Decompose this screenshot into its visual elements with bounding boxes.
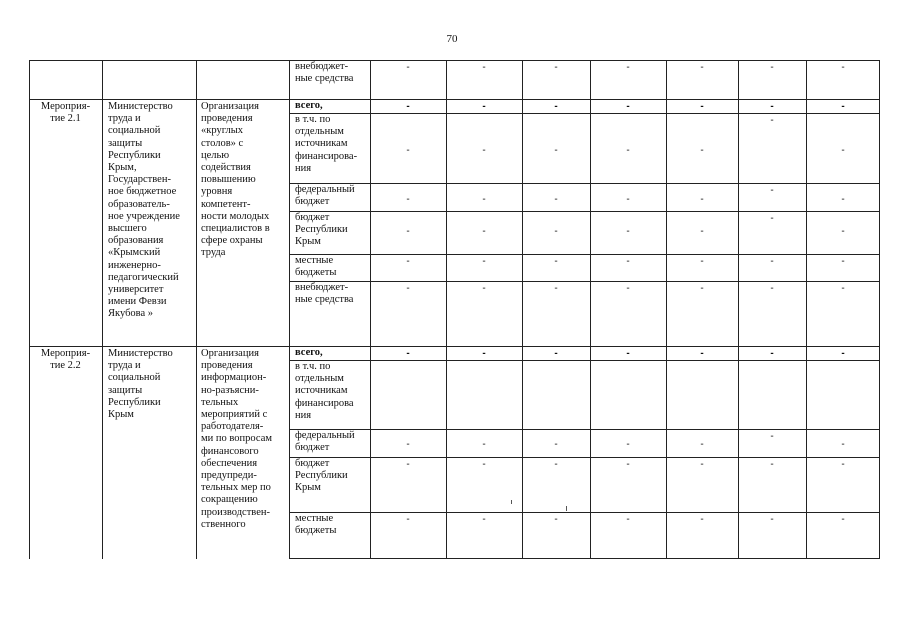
value-cell-dash: -: [841, 514, 845, 525]
value-cell-dash: -: [406, 194, 410, 205]
value-cell-dash: -: [482, 62, 486, 73]
funding-source-label: всего,: [295, 347, 323, 358]
value-cell-dash: -: [770, 459, 774, 470]
group-rule: [29, 99, 880, 100]
value-cell-dash: -: [770, 283, 774, 294]
funding-source-label: в т.ч. по отдельным источникам финансирова ния: [295, 361, 354, 421]
value-cell-dash: -: [554, 145, 558, 156]
page-number: 70: [446, 33, 458, 45]
executor-cell: Министерство труда и социальной защиты Республики Крым: [108, 348, 173, 421]
value-cell-dash: -: [626, 256, 630, 267]
value-cell-dash: -: [406, 226, 410, 237]
value-cell-dash: -: [770, 256, 774, 267]
value-cell-dash: -: [700, 226, 704, 237]
value-cell-dash: -: [626, 439, 630, 450]
source-row-rule: [289, 429, 880, 430]
value-cell-dash: -: [482, 256, 486, 267]
value-cell-dash: -: [482, 226, 486, 237]
description-cell: Организация проведения информацион- но-разъясни- тельных мероприятий с работодателя- ми по вопросам финансового обеспечения предупреди- тельных мер по сокращению производствен- ственного: [201, 348, 272, 530]
group-rule: [29, 346, 880, 347]
value-cell-dash: -: [841, 439, 845, 450]
column-rule: [196, 60, 197, 559]
value-cell-dash: -: [700, 194, 704, 205]
table-top-rule: [29, 60, 880, 61]
funding-source-label: внебюджет- ные средства: [295, 282, 354, 306]
column-rule: [102, 60, 103, 559]
value-cell-dash: -: [700, 459, 704, 470]
description-cell: Организация проведения «круглых столов» с целью содействия повышению уровня компетент- ности молодых специалистов в сфере охраны труда: [201, 101, 270, 259]
value-cell-dash: -: [626, 283, 630, 294]
column-rule: [29, 60, 30, 559]
value-cell-dash: -: [482, 145, 486, 156]
funding-source-label: федеральный бюджет: [295, 184, 355, 208]
value-cell-dash: -: [406, 62, 410, 73]
value-cell-dash: -: [482, 283, 486, 294]
value-cell-dash: -: [554, 439, 558, 450]
value-cell-dash: -: [841, 62, 845, 73]
value-cell-dash: -: [626, 226, 630, 237]
column-rule: [666, 60, 667, 559]
value-cell-dash: -: [554, 101, 558, 112]
funding-source-label: местные бюджеты: [295, 255, 337, 279]
funding-source-label: внебюджет- ные средства: [295, 61, 354, 85]
executor-cell: Министерство труда и социальной защиты Республики Крым, Государствен- ное бюджетное образователь- ное учреждение высшего образования «Крымский инженерно- педагогический университет имени Февзи Якубова »: [108, 101, 180, 320]
value-cell-dash: -: [700, 348, 704, 359]
value-cell-dash: -: [554, 256, 558, 267]
value-cell-dash: -: [482, 514, 486, 525]
value-cell-dash: -: [770, 185, 774, 196]
value-cell-dash: -: [482, 459, 486, 470]
source-row-rule: [289, 254, 880, 255]
value-cell-dash: -: [406, 256, 410, 267]
value-cell-dash: -: [482, 194, 486, 205]
value-cell-dash: -: [554, 226, 558, 237]
value-cell-dash: -: [841, 101, 845, 112]
column-rule: [806, 60, 807, 559]
value-cell-dash: -: [554, 459, 558, 470]
value-cell-dash: -: [406, 283, 410, 294]
value-cell-dash: -: [406, 348, 410, 359]
value-cell-dash: -: [626, 459, 630, 470]
value-cell-dash: -: [626, 145, 630, 156]
value-cell-dash: -: [406, 101, 410, 112]
value-cell-dash: -: [770, 431, 774, 442]
value-cell-dash: -: [841, 145, 845, 156]
value-cell-dash: -: [406, 439, 410, 450]
funding-source-label: бюджет Республики Крым: [295, 212, 348, 248]
value-cell-dash: -: [406, 459, 410, 470]
value-cell-dash: -: [841, 348, 845, 359]
column-rule: [446, 60, 447, 559]
value-cell-dash: -: [554, 283, 558, 294]
value-cell-dash: -: [626, 62, 630, 73]
value-cell-dash: -: [770, 514, 774, 525]
column-rule: [522, 60, 523, 559]
value-cell-dash: -: [700, 256, 704, 267]
value-cell-dash: -: [700, 514, 704, 525]
value-cell-dash: -: [770, 348, 774, 359]
value-cell-dash: -: [626, 194, 630, 205]
value-cell-dash: -: [841, 226, 845, 237]
value-cell-dash: -: [700, 145, 704, 156]
value-cell-dash: -: [482, 439, 486, 450]
column-rule: [289, 60, 290, 559]
value-cell-dash: -: [700, 439, 704, 450]
value-cell-dash: -: [770, 115, 774, 126]
funding-source-label: бюджет Республики Крым: [295, 458, 348, 494]
scan-speck: [566, 506, 567, 511]
value-cell-dash: -: [770, 62, 774, 73]
column-rule: [370, 60, 371, 559]
value-cell-dash: -: [626, 514, 630, 525]
value-cell-dash: -: [841, 283, 845, 294]
column-rule: [738, 60, 739, 559]
source-row-rule: [289, 211, 880, 212]
measure-label: Мероприя- тие 2.1: [40, 101, 91, 125]
value-cell-dash: -: [554, 62, 558, 73]
value-cell-dash: -: [482, 348, 486, 359]
funding-source-label: в т.ч. по отдельным источникам финансирова- ния: [295, 114, 358, 174]
funding-source-label: местные бюджеты: [295, 513, 337, 537]
value-cell-dash: -: [482, 101, 486, 112]
value-cell-dash: -: [700, 62, 704, 73]
funding-source-label: всего,: [295, 100, 323, 111]
source-row-rule: [289, 512, 880, 513]
value-cell-dash: -: [554, 348, 558, 359]
source-row-rule: [289, 281, 880, 282]
funding-source-label: федеральный бюджет: [295, 430, 355, 454]
scan-speck: [511, 500, 512, 504]
value-cell-dash: -: [626, 348, 630, 359]
value-cell-dash: -: [770, 213, 774, 224]
column-rule: [879, 60, 880, 559]
value-cell-dash: -: [626, 101, 630, 112]
value-cell-dash: -: [700, 283, 704, 294]
column-rule: [590, 60, 591, 559]
value-cell-dash: -: [554, 194, 558, 205]
source-row-rule: [289, 183, 880, 184]
value-cell-dash: -: [700, 101, 704, 112]
measure-label: Мероприя- тие 2.2: [40, 348, 91, 372]
value-cell-dash: -: [841, 459, 845, 470]
value-cell-dash: -: [841, 194, 845, 205]
value-cell-dash: -: [841, 256, 845, 267]
source-row-rule: [289, 113, 880, 114]
value-cell-dash: -: [406, 145, 410, 156]
value-cell-dash: -: [770, 101, 774, 112]
value-cell-dash: -: [554, 514, 558, 525]
table-bottom-rule: [289, 558, 880, 559]
source-row-rule: [289, 360, 880, 361]
source-row-rule: [289, 457, 880, 458]
value-cell-dash: -: [406, 514, 410, 525]
